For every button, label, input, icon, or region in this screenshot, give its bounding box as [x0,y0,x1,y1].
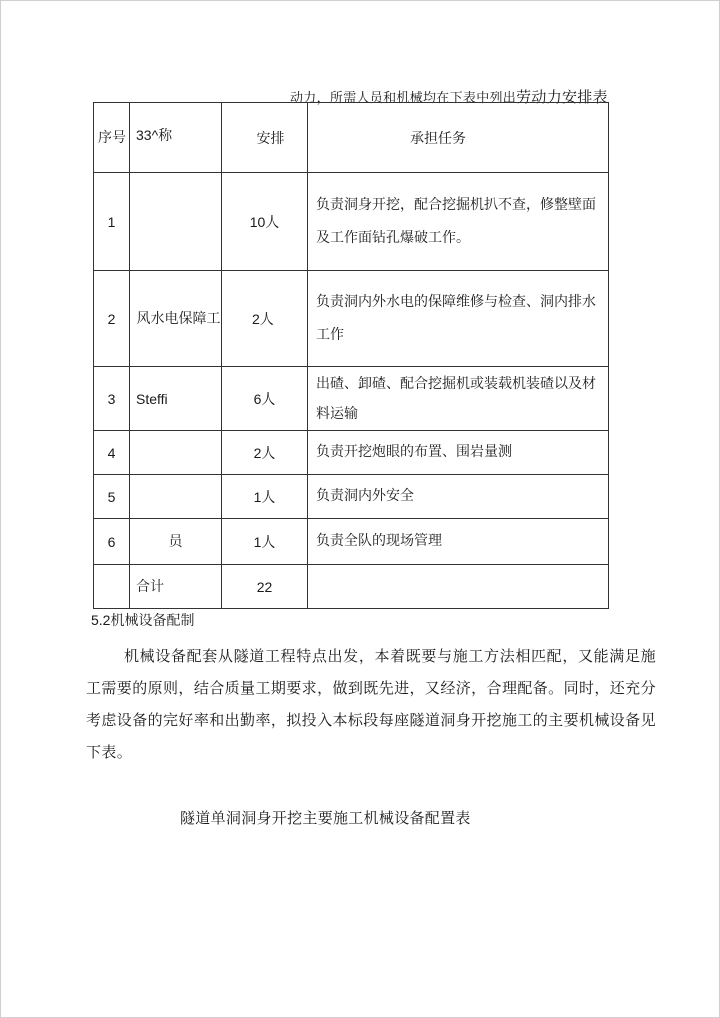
section-heading [91,610,194,630]
total-no [94,565,130,609]
row-task: 出碴、卸碴、配合挖掘机或装载机装碴以及材料运输 [308,367,609,431]
row-name: 员 [130,519,222,565]
row-no: 1 [94,173,130,271]
row-count: 6人 [222,367,308,431]
row-task: 负责洞内外水电的保障维修与检查、洞内排水工作 [308,271,609,367]
total-value: 22 [222,565,308,609]
table-row [94,271,609,367]
header-name: 33^称 [130,103,222,173]
row-no: 6 [94,519,130,565]
section-number: 5.2 [91,612,111,628]
equipment-table-title: 隧道单洞洞身开挖主要施工机械设备配置表 [180,809,471,827]
table-header-row [94,103,609,173]
table-total-row [94,565,609,609]
header-count: 安排 [222,103,308,173]
intro-text: 动力，所需人员和机械均在下表中列出 [290,91,517,106]
row-name [130,475,222,519]
row-name [130,173,222,271]
labor-table [93,102,609,609]
row-name: Steffi [130,367,222,431]
row-count: 1人 [222,475,308,519]
table-row [94,475,609,519]
row-name [130,431,222,475]
table-row [94,519,609,565]
row-count: 10人 [222,173,308,271]
row-task: 负责洞内外安全 [308,475,609,519]
table-row [94,367,609,431]
row-no: 5 [94,475,130,519]
row-task: 负责洞身开挖，配合挖掘机扒不查，修整壁面及工作面钻孔爆破工作。 [308,173,609,271]
header-task: 承担任务 [308,103,609,173]
row-task: 负责开挖炮眼的布置、围岩量测 [308,431,609,475]
total-task [308,565,609,609]
section-title: 机械设备配制 [110,613,195,629]
row-no: 4 [94,431,130,475]
row-count: 2人 [222,271,308,367]
row-no: 3 [94,367,130,431]
row-task: 负责全队的现场管理 [308,519,609,565]
body-paragraph: 机械设备配套从隧道工程特点出发，本着既要与施工方法相匹配，又能满足施工需要的原则，结合质量工期要求，做到既先进，又经济，合理配备。同时，还充分考虑设备的完好率和出勤率，拟投入本标段每座隧道洞身开挖施工的主要机械设备见下表。 [86,647,656,761]
table-row [94,173,609,271]
intro-title: 劳动力安排表 [516,88,608,106]
header-no: 序号 [94,103,130,173]
row-no: 2 [94,271,130,367]
row-name: 风水电保障工 [130,271,222,367]
row-count: 1人 [222,519,308,565]
table-row [94,431,609,475]
total-label: 合计 [130,565,222,609]
row-count: 2人 [222,431,308,475]
